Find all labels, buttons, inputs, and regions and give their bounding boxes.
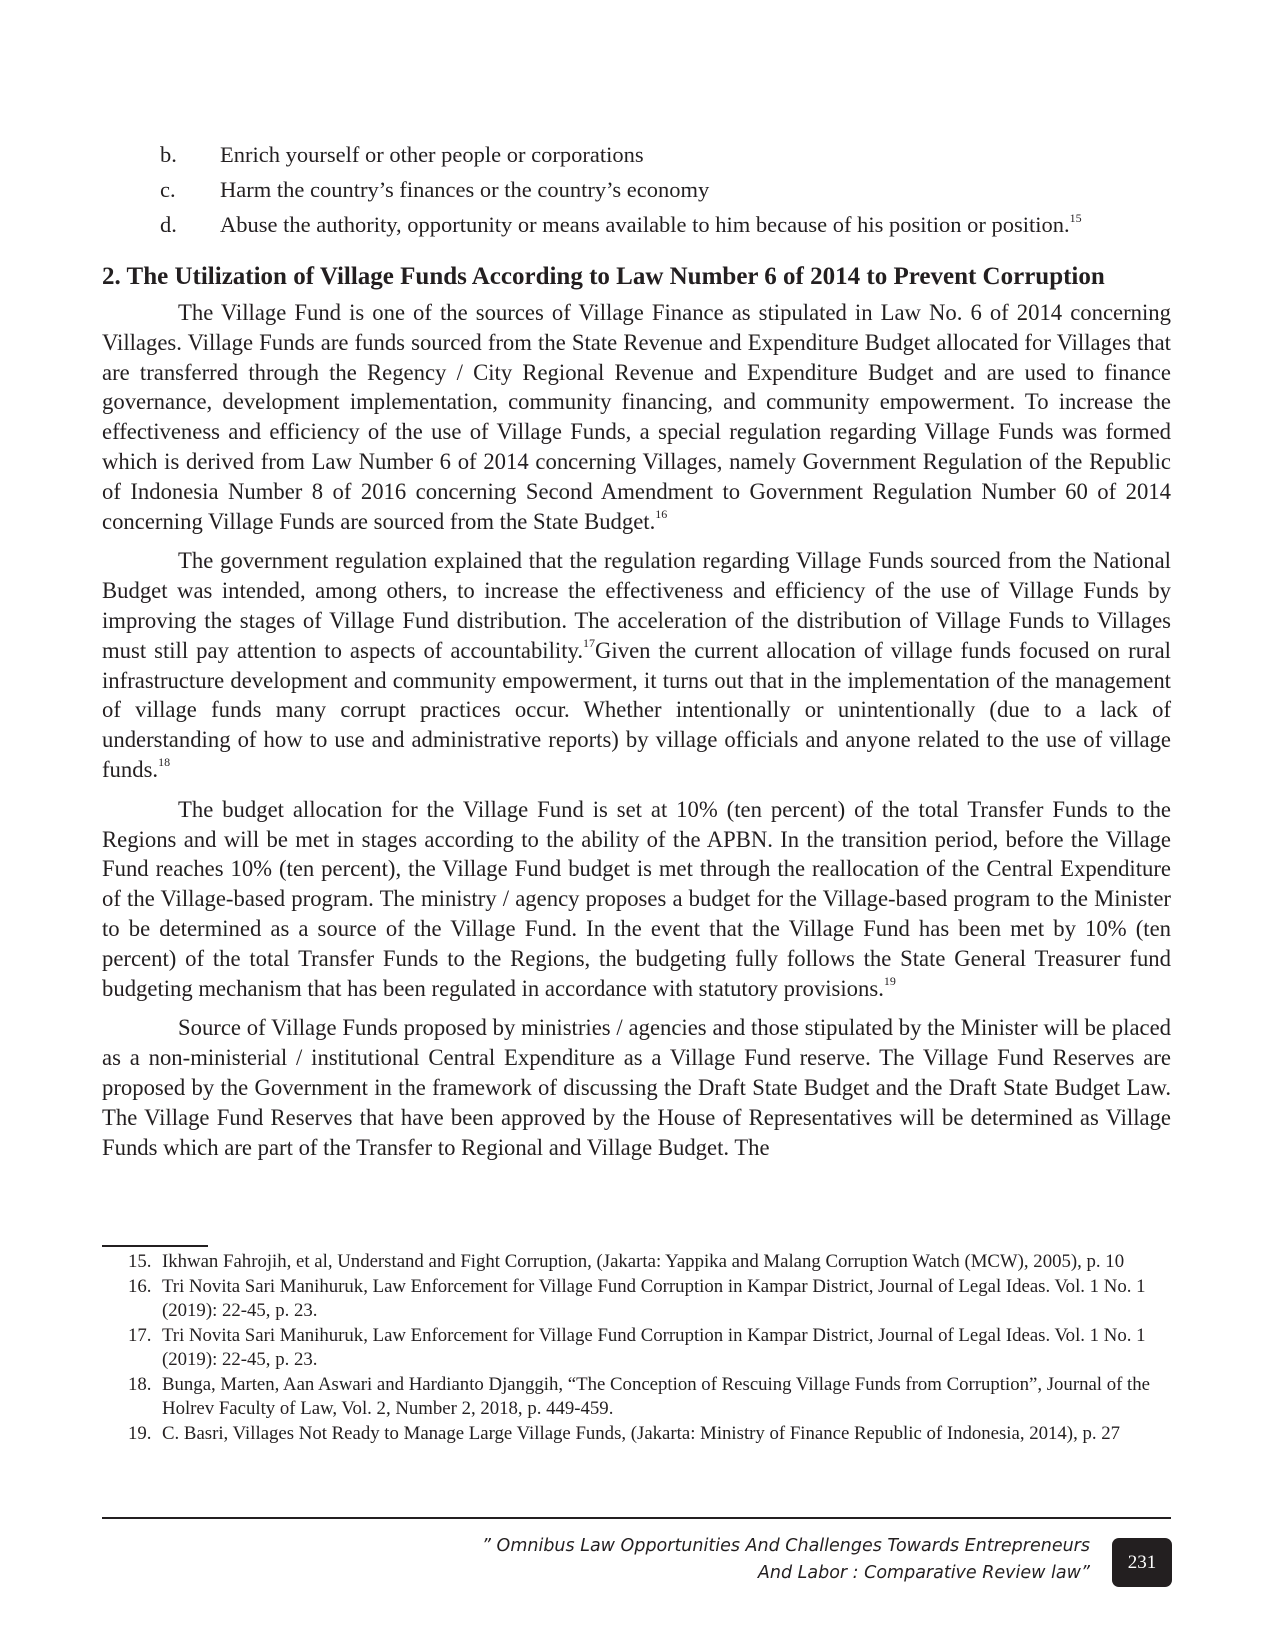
footer-separator (102, 1517, 1171, 1519)
list-marker: b. (160, 142, 177, 167)
page-number: 231 (1127, 1551, 1157, 1573)
footnote (102, 1250, 1171, 1275)
list-item (160, 137, 1170, 172)
list-item-text: Harm the country’s finances or the country’s economy (220, 177, 710, 202)
paragraph: The budget allocation for the Village Fund is set at 10% (ten percent) of the total Transfer Funds to the Regions and will be met in stages according to the ability of the APBN. In the transition period, before the Village Fund reaches 10% (ten percent), the Village Fund budget is met through the reallocation of the Central Expenditure of the Village-based program. The ministry / agency proposes a budget for the Village-based program to the Minister to be determined as a source of the Village Fund. In the event that the Village Fund has been met by 10% (ten percent) of the total Transfer Funds to the Regions, the budgeting fully follows the State General Treasurer fund budgeting mechanism that has been regulated in accordance with statutory provisions.$^{19}$ (102, 796, 1171, 1001)
footnote-ref: 19 (883, 973, 896, 988)
footnote-ref: 15 (1069, 210, 1082, 225)
footnote-number: 18. (128, 1373, 152, 1395)
running-footer-title (482, 1533, 1090, 1587)
list-marker: c. (160, 177, 176, 202)
footnote-text: Tri Novita Sari Manihuruk, Law Enforcement for Village Fund Corruption in Kampar District, Journal of Legal Ideas. Vol. 1 No. 1 (2019): 22-45, p. 23. (162, 1324, 1146, 1370)
footnote-number: 16. (128, 1275, 152, 1297)
footnote (102, 1422, 1171, 1447)
list-item (160, 207, 1170, 242)
list-item (160, 172, 1170, 207)
section-heading: 2. The Utilization of Village Funds According to Law Number 6 of 2014 to Prevent Corruption (102, 263, 1105, 290)
paragraph: The government regulation explained that the regulation regarding Village Funds sourced from the National Budget was intended, among others, to increase the effectiveness and efficiency of the use of Village Funds by improving the stages of Village Fund distribution. The acceleration of the distribution of Village Funds to Villages must still pay attention to aspects of accountability.$^{17}$Given the current allocation of village funds focused on rural infrastructure development and community empowerment, it turns out that in the implementation of the management of village funds many corrupt practices occur. Whether intentionally or unintentionally (due to a lack of understanding of how to use and administrative reports) by village officials and anyone related to the use of village funds.$^{18}$ (102, 548, 1171, 782)
footnote (102, 1275, 1171, 1324)
footnote-ref: 17 (583, 636, 596, 651)
paragraph: The Village Fund is one of the sources of Village Finance as stipulated in Law No. 6 of 2014 concerning Villages. Village Funds are funds sourced from the State Revenue and Expenditure Budget allocated for Villages that are transferred through the Regency / City Regional Revenue and Expenditure Budget and are used to finance governance, development implementation, community financing, and community empowerment. To increase the effectiveness and efficiency of the use of Village Funds, a special regulation regarding Village Funds was formed which is derived from Law Number 6 of 2014 concerning Villages, namely Government Regulation of the Republic of Indonesia Number 8 of 2016 concerning Second Amendment to Government Regulation Number 60 of 2014 concerning Village Funds are sourced from the State Budget.$^{16}$ (102, 300, 1171, 534)
footnote-ref: 18 (158, 755, 171, 770)
footnote-text: Tri Novita Sari Manihuruk, Law Enforcement for Village Fund Corruption in Kampar District, Journal of Legal Ideas. Vol. 1 No. 1 (2019): 22-45, p. 23. (162, 1275, 1146, 1321)
footnote-text: Bunga, Marten, Aan Aswari and Hardianto Djanggih, “The Conception of Rescuing Village Funds from Corruption”, Journal of the Holrev Faculty of Law, Vol. 2, Number 2, 2018, p. 449-459. (162, 1373, 1150, 1419)
footnotes (102, 1250, 1171, 1446)
list-item-text: Abuse the authority, opportunity or means available to him because of his position or position.$^{15}$ (220, 210, 1082, 237)
list-marker: d. (160, 212, 177, 237)
footer-title-line: And Labor : Comparative Review law” (757, 1563, 1090, 1583)
footnote-text: C. Basri, Villages Not Ready to Manage Large Village Funds, (Jakarta: Ministry of Finance Republic of Indonesia, 2014), p. 27 (162, 1422, 1121, 1444)
list-item-text: Enrich yourself or other people or corporations (220, 142, 644, 167)
footnote-number: 17. (128, 1324, 152, 1346)
paragraph: Source of Village Funds proposed by ministries / agencies and those stipulated by the Minister will be placed as a non-ministerial / institutional Central Expenditure as a Village Fund reserve. The Village Fund Reserves are proposed by the Government in the framework of discussing the Draft State Budget and the Draft State Budget Law. The Village Fund Reserves that have been approved by the House of Representatives will be determined as Village Funds which are part of the Transfer to Regional and Village Budget. The (102, 1015, 1171, 1160)
page-number-badge (1112, 1538, 1172, 1587)
footnote (102, 1373, 1171, 1422)
footnote-text: Ikhwan Fahrojih, et al, Understand and Fight Corruption, (Jakarta: Yappika and Malang Corruption Watch (MCW), 2005), p. 10 (162, 1251, 1125, 1272)
footer-title-line: ” Omnibus Law Opportunities And Challenges Towards Entrepreneurs (481, 1536, 1090, 1556)
footnote-number: 19. (128, 1422, 152, 1444)
corruption-criteria-list (160, 137, 1170, 242)
body-text (102, 298, 1171, 1172)
footnote-separator (102, 1245, 208, 1247)
footnote-number: 15. (128, 1251, 152, 1272)
footnote-ref: 16 (655, 507, 668, 522)
footnote (102, 1324, 1171, 1373)
